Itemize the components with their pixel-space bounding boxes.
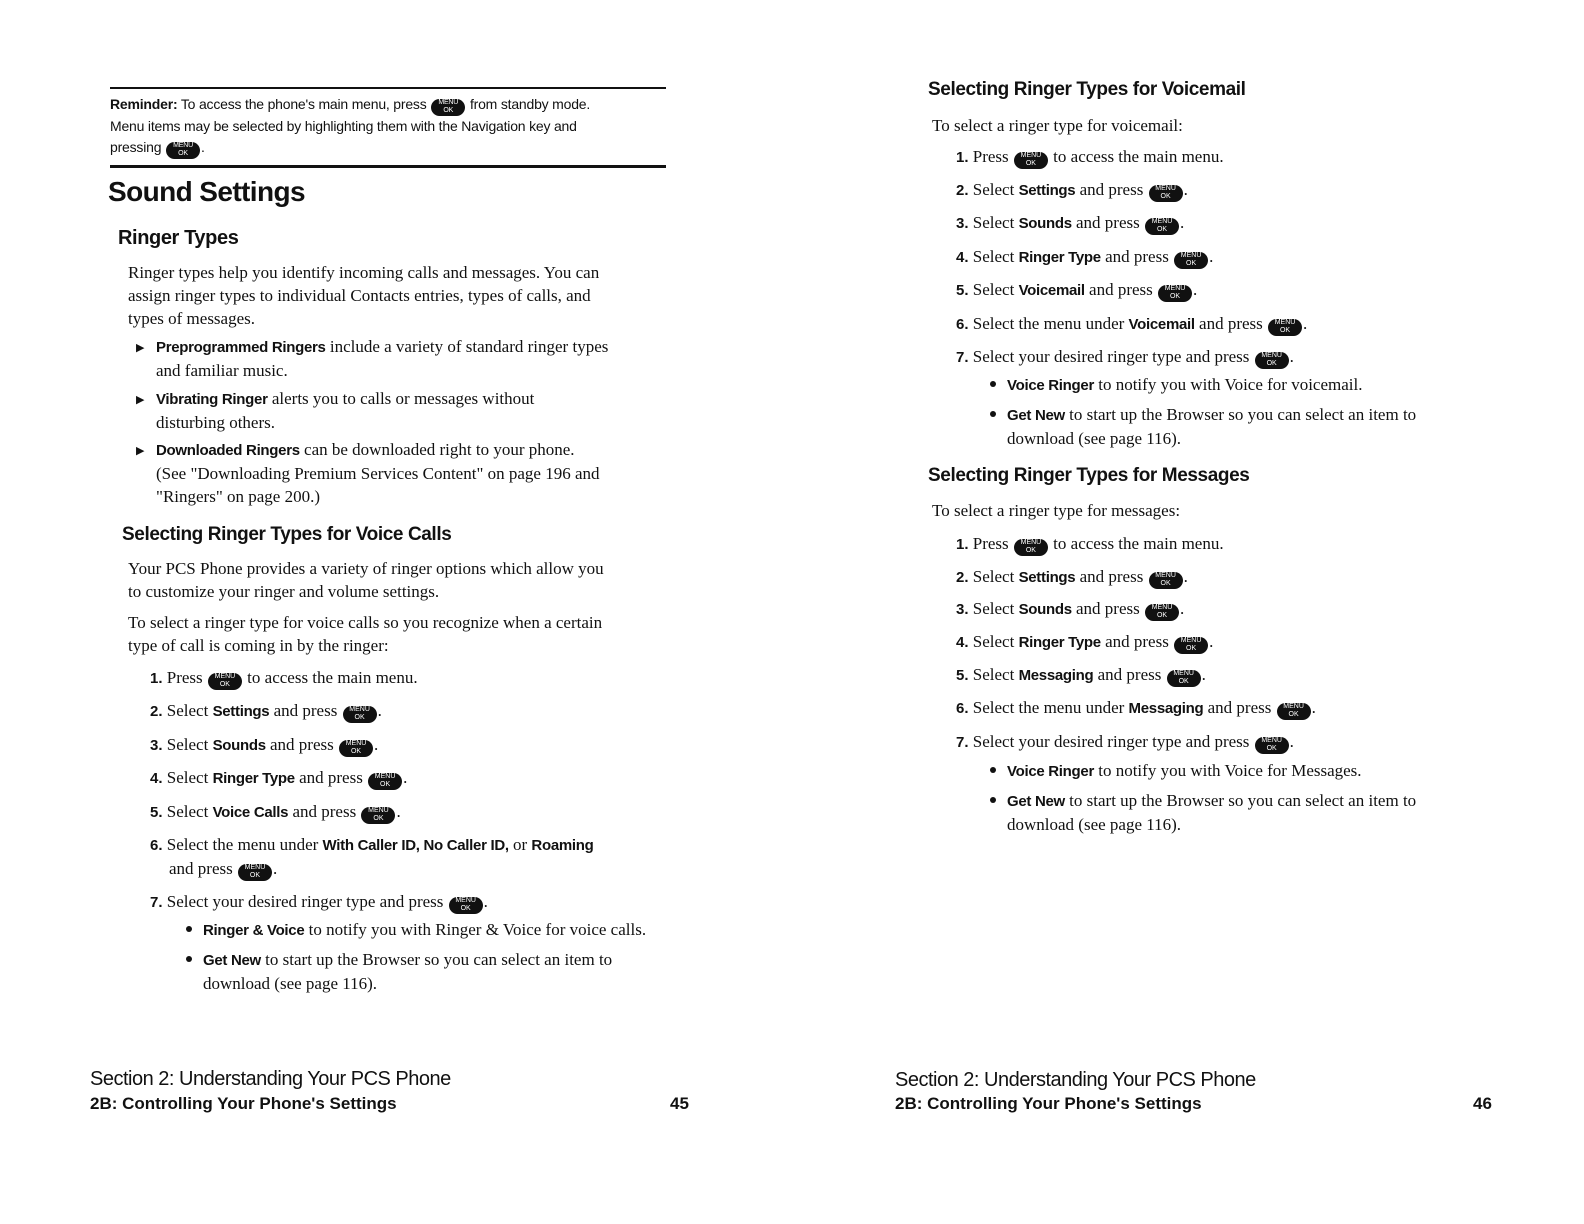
step-item: 6. Select the menu under Messaging and press MENU OK . — [956, 698, 1316, 718]
voice-calls-paragraph: Your PCS Phone provides a variety of ringer options which allow you to customize your ringer and volume settings. — [128, 559, 604, 601]
option-item: Voice Ringer to notify you with Voice for Messages. — [1007, 761, 1362, 780]
reminder-line3: pressing — [110, 139, 162, 155]
voice-calls-heading: Selecting Ringer Types for Voice Calls — [122, 524, 452, 545]
step-item: 4. Select Ringer Type and press MENU OK . — [956, 247, 1214, 267]
bullet-dot-icon — [990, 411, 996, 417]
option-item: Get New to start up the Browser so you can select an item to download (see page 116). — [203, 950, 613, 993]
menu-ok-key-icon: MENU OK — [449, 897, 483, 914]
step-item: 3. Select Sounds and press MENU OK . — [150, 735, 379, 755]
footer-section: Section 2: Understanding Your PCS Phone — [895, 1069, 1256, 1091]
ringer-types-intro: Ringer types help you identify incoming calls and messages. You can assign ringer types to individual Contacts entries, types of calls, and types of messages. — [128, 263, 600, 328]
menu-ok-key-icon: MENU OK — [1174, 637, 1208, 654]
bullet-dot-icon — [990, 767, 996, 773]
step-item: 6. Select the menu under Voicemail and press MENU OK . — [956, 314, 1308, 334]
ringer-types-heading: Ringer Types — [118, 227, 239, 249]
footer-chapter: 2B: Controlling Your Phone's Settings — [895, 1094, 1202, 1113]
reminder-label: Reminder: — [110, 96, 178, 112]
reminder-text: To access the phone's main menu, press — [180, 96, 427, 112]
bullet-dot-icon — [990, 381, 996, 387]
menu-ok-key-icon: MENU OK — [1149, 572, 1183, 589]
menu-ok-key-icon: MENU OK — [1174, 252, 1208, 269]
page-number: 45 — [670, 1094, 689, 1113]
step-item: 4. Select Ringer Type and press MENU OK . — [956, 632, 1214, 652]
bullet-dot-icon — [186, 926, 192, 932]
list-item: Preprogrammed Ringers include a variety of standard ringer types and familiar music. — [156, 337, 609, 380]
menu-ok-key-icon: MENU OK — [1014, 539, 1048, 556]
step-item: 7. Select your desired ringer type and press MENU OK . — [956, 347, 1294, 367]
step-item: 3. Select Sounds and press MENU OK . — [956, 213, 1185, 233]
menu-ok-key-icon: MENU OK — [1145, 218, 1179, 235]
menu-ok-key-icon: MENU OK — [1167, 670, 1201, 687]
option-item: Voice Ringer to notify you with Voice for voicemail. — [1007, 375, 1363, 394]
step-item: 1. Press MENU OK to access the main menu. — [150, 668, 418, 688]
bullet-arrow-icon: ▶ — [136, 341, 145, 354]
menu-ok-key-icon: MENU OK — [361, 807, 395, 824]
step-item: 2. Select Settings and press MENU OK . — [956, 180, 1188, 200]
menu-ok-key-icon: MENU OK — [1014, 152, 1048, 169]
reminder-box: Reminder: To access the phone's main menu, press MENU OK from standby mode. Menu items may be selected by highlighting them with the Navigation key and pressing MENU OK . — [110, 87, 666, 168]
step-item: 5. Select Voicemail and press MENU OK . — [956, 280, 1198, 300]
voicemail-heading: Selecting Ringer Types for Voicemail — [928, 79, 1246, 100]
step-item: 2. Select Settings and press MENU OK . — [956, 567, 1188, 587]
option-item: Get New to start up the Browser so you can select an item to download (see page 116). — [1007, 405, 1417, 448]
step-item: 2. Select Settings and press MENU OK . — [150, 701, 382, 721]
bullet-dot-icon — [990, 797, 996, 803]
page-title: Sound Settings — [108, 176, 305, 207]
bullet-arrow-icon: ▶ — [136, 444, 145, 457]
footer-section: Section 2: Understanding Your PCS Phone — [90, 1068, 451, 1090]
step-item: 1. Press MENU OK to access the main menu. — [956, 534, 1224, 554]
bullet-arrow-icon: ▶ — [136, 393, 145, 406]
footer-chapter: 2B: Controlling Your Phone's Settings — [90, 1094, 397, 1113]
step-item: 5. Select Voice Calls and press MENU OK . — [150, 802, 401, 822]
menu-ok-key-icon: MENU OK — [238, 864, 272, 881]
menu-ok-key-icon: MENU OK — [1268, 319, 1302, 336]
menu-ok-key-icon: MENU OK — [1277, 703, 1311, 720]
menu-ok-key-icon: MENU OK — [1158, 285, 1192, 302]
step-item: 4. Select Ringer Type and press MENU OK . — [150, 768, 408, 788]
list-item: Downloaded Ringers can be downloaded right to your phone. (See "Downloading Premium Services Content" on page 196 and "Ringers" on page 200.) — [156, 440, 600, 506]
menu-ok-key-icon: MENU OK — [1145, 604, 1179, 621]
voice-calls-paragraph: To select a ringer type for voice calls so you recognize when a certain type of call is coming in by the ringer: — [128, 613, 603, 655]
step-item: 3. Select Sounds and press MENU OK . — [956, 599, 1185, 619]
messages-heading: Selecting Ringer Types for Messages — [928, 465, 1250, 486]
right-page — [792, 0, 1584, 1224]
page-number: 46 — [1473, 1094, 1492, 1113]
menu-ok-key-icon: MENU OK — [1255, 737, 1289, 754]
bullet-dot-icon — [186, 956, 192, 962]
menu-ok-key-icon: MENU OK — [368, 773, 402, 790]
step-item: 6. Select the menu under With Caller ID, No Caller ID, or Roaming and press MENU OK . — [150, 835, 594, 879]
step-item: 5. Select Messaging and press MENU OK . — [956, 665, 1206, 685]
step-item: 7. Select your desired ringer type and press MENU OK . — [150, 892, 488, 912]
menu-ok-key-icon: MENU OK — [339, 740, 373, 757]
option-item: Get New to start up the Browser so you can select an item to download (see page 116). — [1007, 791, 1417, 834]
messages-intro: To select a ringer type for messages: — [932, 501, 1181, 520]
menu-ok-key-icon: MENU OK — [166, 142, 200, 159]
step-item: 1. Press MENU OK to access the main menu. — [956, 147, 1224, 167]
option-item: Ringer & Voice to notify you with Ringer & Voice for voice calls. — [203, 920, 647, 939]
menu-ok-key-icon: MENU OK — [208, 673, 242, 690]
list-item: Vibrating Ringer alerts you to calls or messages without disturbing others. — [156, 389, 535, 432]
menu-ok-key-icon: MENU OK — [1149, 185, 1183, 202]
step-item: 7. Select your desired ringer type and press MENU OK . — [956, 732, 1294, 752]
menu-ok-key-icon: MENU OK — [1255, 352, 1289, 369]
menu-ok-key-icon: MENU OK — [343, 706, 377, 723]
voicemail-intro: To select a ringer type for voicemail: — [932, 116, 1183, 135]
reminder-line2: Menu items may be selected by highlighting them with the Navigation key and — [110, 118, 577, 134]
menu-ok-key-icon: MENU OK — [431, 99, 465, 116]
